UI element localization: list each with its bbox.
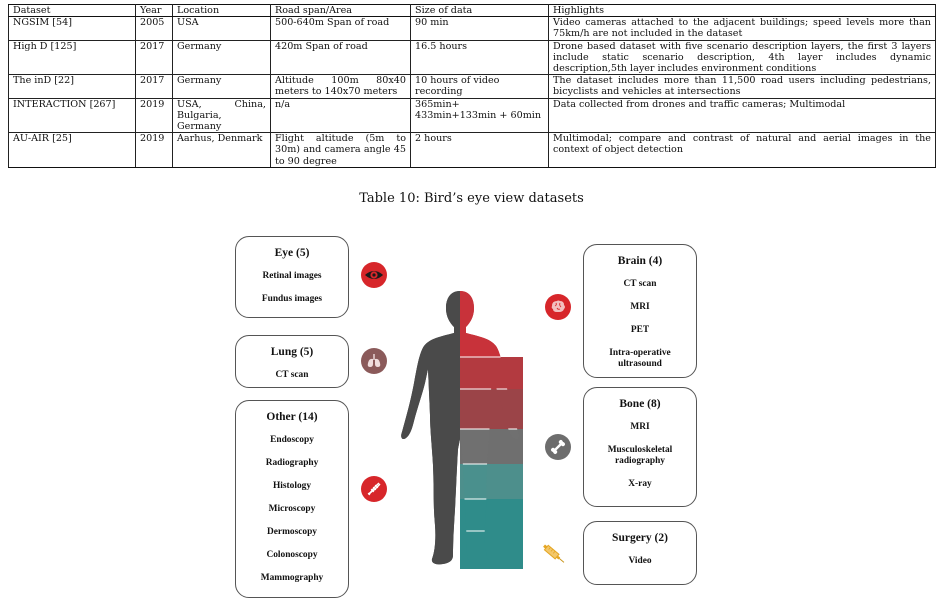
surgery-category-box: [583, 521, 697, 585]
eye-icon: [361, 262, 387, 288]
cell-location: USA, China, Bulgaria, Germany: [173, 98, 271, 133]
cell-size: 90 min: [411, 17, 549, 40]
surgery-title: Surgery (2): [612, 532, 668, 544]
lung-category-box: [235, 335, 349, 388]
brain-category-box: [583, 244, 697, 378]
eye-item: Fundus images: [261, 294, 323, 304]
table-row: [9, 133, 936, 168]
cell-size: 10 hours of video recording: [411, 75, 549, 98]
header-dataset: Dataset: [9, 5, 136, 17]
birds-eye-datasets-table: [8, 4, 936, 168]
lung-title: Lung (5): [270, 346, 314, 358]
human-body-figure: [397, 289, 523, 569]
cell-road-span: n/a: [271, 98, 411, 133]
cell-size: 365min+ 433min+133min + 60min: [411, 98, 549, 133]
cell-year: 2017: [136, 75, 173, 98]
cell-size: 2 hours: [411, 133, 549, 168]
cell-dataset: INTERACTION [267]: [9, 98, 136, 133]
brain-icon: [545, 294, 571, 320]
bone-item: MRI: [630, 422, 650, 432]
header-highlights: Highlights: [549, 5, 936, 17]
cell-highlights: Multimodal; compare and contrast of natural and aerial images in the context of object detection: [549, 133, 936, 168]
dna-icon: [361, 476, 387, 502]
cell-year: 2005: [136, 17, 173, 40]
cell-dataset: AU-AIR [25]: [9, 133, 136, 168]
table-row: [9, 98, 936, 133]
table-header-row: [9, 5, 936, 17]
brain-title: Brain (4): [617, 255, 663, 267]
table-caption: Table 10: Bird’s eye view datasets: [359, 191, 584, 206]
cell-highlights: Drone based dataset with five scenario description layers, the first 3 layers include static scenario description, 4th layer includes dynamic description,5th layer includes environment conditions: [549, 40, 936, 75]
brain-item: CT scan: [623, 279, 657, 289]
cell-year: 2019: [136, 133, 173, 168]
bone-title: Bone (8): [619, 398, 661, 410]
table-row: [9, 75, 936, 98]
other-item: Histology: [272, 481, 312, 491]
other-item: Microscopy: [268, 504, 316, 514]
eye-item: Retinal images: [262, 271, 322, 281]
other-item: Dermoscopy: [267, 527, 317, 537]
cell-road-span: Altitude 100m 80x40 meters to 140x70 meters: [271, 75, 411, 98]
cell-road-span: 420m Span of road: [271, 40, 411, 75]
cell-location: Germany: [173, 40, 271, 75]
surgery-item: Video: [628, 556, 652, 566]
eye-category-box: [235, 236, 349, 318]
bone-category-box: [583, 387, 697, 507]
eye-title: Eye (5): [274, 247, 310, 259]
other-item: Radiography: [265, 458, 319, 468]
cell-road-span: Flight altitude (5m to 30m) and camera angle 45 to 90 degree: [271, 133, 411, 168]
header-location: Location: [173, 5, 271, 17]
other-title: Other (14): [266, 411, 318, 423]
cell-road-span: 500-640m Span of road: [271, 17, 411, 40]
bone-item: Musculoskeletal radiography: [607, 445, 673, 466]
cell-dataset: High D [125]: [9, 40, 136, 75]
bone-icon: [545, 434, 571, 460]
brain-item: Intra-operative ultrasound: [609, 348, 671, 369]
header-road-span: Road span/Area: [271, 5, 411, 17]
cell-size: 16.5 hours: [411, 40, 549, 75]
brain-item: PET: [630, 325, 650, 335]
cell-location: Germany: [173, 75, 271, 98]
cell-location: Aarhus, Denmark: [173, 133, 271, 168]
brain-item: MRI: [630, 302, 650, 312]
lung-item: CT scan: [275, 370, 309, 380]
header-size: Size of data: [411, 5, 549, 17]
header-year: Year: [136, 5, 173, 17]
cell-location: USA: [173, 17, 271, 40]
other-category-box: [235, 400, 349, 598]
other-item: Endoscopy: [270, 435, 314, 445]
other-item: Colonoscopy: [266, 550, 318, 560]
cell-highlights: The dataset includes more than 11,500 road users including pedestrians, bicyclists and vehicles at intersections: [549, 75, 936, 98]
other-item: Mammography: [260, 573, 324, 583]
cell-highlights: Data collected from drones and traffic cameras; Multimodal: [549, 98, 936, 133]
cell-year: 2019: [136, 98, 173, 133]
bone-item: X-ray: [628, 479, 652, 489]
table-row: [9, 40, 936, 75]
cell-dataset: The inD [22]: [9, 75, 136, 98]
syringe-icon: [540, 540, 568, 568]
cell-highlights: Video cameras attached to the adjacent buildings; speed levels more than 75km/h are not included in the dataset: [549, 17, 936, 40]
table-row: [9, 17, 936, 40]
cell-dataset: NGSIM [54]: [9, 17, 136, 40]
cell-year: 2017: [136, 40, 173, 75]
lung-icon: [361, 348, 387, 374]
